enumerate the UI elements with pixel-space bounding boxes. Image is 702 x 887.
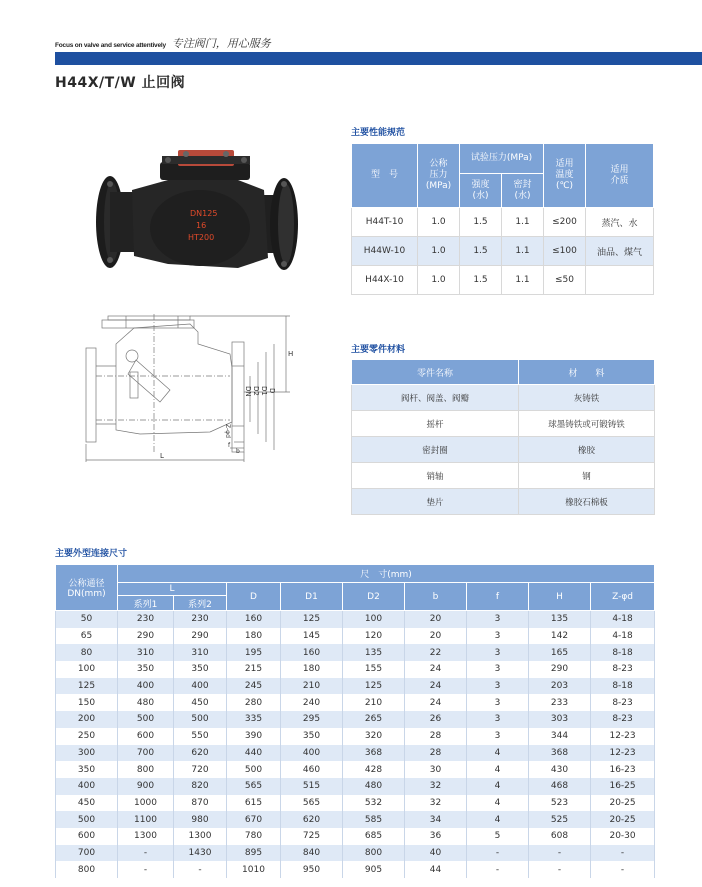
table-cell: 350 [281, 728, 343, 745]
table-cell: 160 [281, 644, 343, 661]
dims-row [56, 861, 655, 878]
table-cell: 585 [343, 811, 405, 828]
table-cell: 22 [405, 644, 467, 661]
table-cell: 290 [118, 628, 174, 645]
spec-header-strength-l2: (水) [472, 190, 489, 201]
table-cell: 球墨铸铁或可锻铸铁 [519, 411, 655, 437]
table-cell: H44T-10 [352, 208, 418, 237]
table-cell: 26 [405, 711, 467, 728]
table-cell: 摇杆 [352, 411, 519, 437]
table-cell: 700 [118, 745, 174, 762]
table-cell: - [529, 861, 591, 878]
table-cell: 390 [227, 728, 281, 745]
parts-row [352, 411, 655, 437]
table-cell: 24 [405, 694, 467, 711]
parts-header-name: 零件名称 [352, 360, 519, 385]
table-cell: 155 [343, 661, 405, 678]
table-cell: 344 [529, 728, 591, 745]
table-cell: 500 [174, 711, 227, 728]
table-cell: 350 [56, 761, 118, 778]
table-cell: 368 [343, 745, 405, 762]
table-cell: 950 [281, 861, 343, 878]
table-cell: 3 [467, 728, 529, 745]
table-cell: 32 [405, 778, 467, 795]
dims-row [56, 828, 655, 845]
dims-row [56, 644, 655, 661]
table-cell: - [118, 861, 174, 878]
dim-label-dn: DN [244, 386, 252, 397]
dims-row [56, 795, 655, 812]
table-cell: 450 [56, 795, 118, 812]
table-cell: 28 [405, 745, 467, 762]
dim-label-z: Z-φd [224, 424, 231, 438]
table-cell: 4 [467, 811, 529, 828]
valve-marking-dn: DN125 [190, 209, 218, 218]
table-cell: 36 [405, 828, 467, 845]
table-cell: ≤50 [544, 266, 586, 295]
table-cell: 160 [227, 611, 281, 628]
table-cell: 500 [56, 811, 118, 828]
table-cell: 80 [56, 644, 118, 661]
spec-table-body [352, 208, 654, 295]
table-cell: 142 [529, 628, 591, 645]
table-cell: 428 [343, 761, 405, 778]
spec-header-nominal-l1: 公称 [429, 159, 448, 169]
table-cell: 210 [281, 678, 343, 695]
table-cell: 44 [405, 861, 467, 878]
table-cell: 1300 [118, 828, 174, 845]
table-cell: 1300 [174, 828, 227, 845]
table-cell: 30 [405, 761, 467, 778]
table-cell: 600 [56, 828, 118, 845]
table-cell: 720 [174, 761, 227, 778]
table-cell: 20-25 [591, 795, 655, 812]
table-cell: 800 [118, 761, 174, 778]
table-cell: 608 [529, 828, 591, 845]
table-cell: 800 [343, 845, 405, 862]
table-cell: 100 [56, 661, 118, 678]
spec-header-seal [502, 174, 544, 208]
spec-header-seal-l2: (水) [514, 190, 531, 201]
table-cell: 24 [405, 678, 467, 695]
table-cell: 100 [343, 611, 405, 628]
table-cell: 垫片 [352, 489, 519, 515]
table-cell: 400 [281, 745, 343, 762]
table-cell: 3 [467, 611, 529, 628]
table-cell: - [118, 845, 174, 862]
valve-section-drawing [80, 314, 302, 464]
spec-header-strength-l1: 强度 [471, 179, 490, 190]
table-cell: 500 [227, 761, 281, 778]
table-cell: 468 [529, 778, 591, 795]
table-cell: 1.5 [460, 208, 502, 237]
table-cell: 800 [56, 861, 118, 878]
valve-marking-material: HT200 [188, 233, 215, 242]
table-cell: 1.1 [502, 266, 544, 295]
table-cell: 4 [467, 761, 529, 778]
spec-row [352, 266, 654, 295]
table-cell: 50 [56, 611, 118, 628]
spec-header-medium-l1: 适用 [610, 164, 629, 175]
table-cell: 3 [467, 694, 529, 711]
dims-heading: 主要外型连接尺寸 [55, 549, 128, 559]
table-cell: 橡胶石棉板 [519, 489, 655, 515]
table-cell: - [529, 845, 591, 862]
table-cell: 1.5 [460, 266, 502, 295]
dim-label-d1: D1 [260, 386, 268, 396]
table-cell: 3 [467, 678, 529, 695]
table-cell: 320 [343, 728, 405, 745]
table-cell: 245 [227, 678, 281, 695]
table-cell: 480 [118, 694, 174, 711]
table-cell: - [467, 845, 529, 862]
dims-table-body [56, 611, 655, 879]
dim-label-d2: D2 [252, 386, 260, 396]
table-cell: 灰铸铁 [519, 385, 655, 411]
table-cell: 350 [174, 661, 227, 678]
table-cell: 670 [227, 811, 281, 828]
parts-table [351, 359, 655, 515]
table-cell: 4 [467, 795, 529, 812]
table-cell: 685 [343, 828, 405, 845]
table-cell: 550 [174, 728, 227, 745]
table-cell: 700 [56, 845, 118, 862]
table-cell: 28 [405, 728, 467, 745]
table-cell: 125 [56, 678, 118, 695]
dim-label-h: H [288, 350, 294, 358]
dims-header-z: Z-φd [591, 583, 655, 611]
table-cell: - [591, 845, 655, 862]
table-cell: 870 [174, 795, 227, 812]
parts-row [352, 489, 655, 515]
table-cell: H44X-10 [352, 266, 418, 295]
table-cell: 120 [343, 628, 405, 645]
table-cell: 620 [174, 745, 227, 762]
parts-row [352, 463, 655, 489]
dims-row [56, 778, 655, 795]
dims-row [56, 728, 655, 745]
dims-row [56, 811, 655, 828]
tagline-english: Focus on valve and service attentively [55, 42, 166, 49]
spec-heading: 主要性能规范 [351, 128, 406, 138]
table-cell: 3 [467, 711, 529, 728]
table-cell: 32 [405, 795, 467, 812]
table-cell: 295 [281, 711, 343, 728]
table-cell: 1.5 [460, 237, 502, 266]
table-cell: 4-18 [591, 611, 655, 628]
table-cell: 1000 [118, 795, 174, 812]
table-cell: 135 [529, 611, 591, 628]
table-cell: 40 [405, 845, 467, 862]
parts-row [352, 385, 655, 411]
table-cell: 阀杆、阀盖、阀瓣 [352, 385, 519, 411]
table-cell: 233 [529, 694, 591, 711]
table-cell: 1010 [227, 861, 281, 878]
table-cell: 蒸汽、水 [586, 208, 654, 237]
table-cell: 400 [174, 678, 227, 695]
table-cell: 303 [529, 711, 591, 728]
dims-header-d1: D1 [281, 583, 343, 611]
spec-header-seal-l1: 密封 [513, 179, 532, 190]
table-cell: 460 [281, 761, 343, 778]
table-cell: 150 [56, 694, 118, 711]
table-cell: 200 [56, 711, 118, 728]
table-cell: 615 [227, 795, 281, 812]
dim-label-d: D [268, 388, 276, 394]
table-cell: 210 [343, 694, 405, 711]
table-cell: 135 [343, 644, 405, 661]
table-cell: 500 [118, 711, 174, 728]
table-cell: 34 [405, 811, 467, 828]
table-cell: ≤100 [544, 237, 586, 266]
table-cell: 725 [281, 828, 343, 845]
table-cell: 12-23 [591, 728, 655, 745]
table-cell: 125 [343, 678, 405, 695]
table-cell: 1.1 [502, 208, 544, 237]
tagline [55, 35, 271, 51]
spec-header-medium-l2: 介质 [610, 175, 629, 186]
parts-row [352, 437, 655, 463]
spec-header-nominal-l2: 压力 [429, 170, 448, 180]
dims-header-d: D [227, 583, 281, 611]
dim-label-b: b [236, 448, 240, 455]
table-cell: 油品、煤气 [586, 237, 654, 266]
table-cell: 165 [529, 644, 591, 661]
table-cell: 145 [281, 628, 343, 645]
dims-row [56, 611, 655, 628]
table-cell: 20-30 [591, 828, 655, 845]
dim-label-l: L [160, 452, 164, 460]
table-cell: 900 [118, 778, 174, 795]
valve-photo-graphic [88, 140, 310, 298]
dims-header-dn-l2: DN(mm) [67, 589, 106, 599]
table-cell: 5 [467, 828, 529, 845]
table-cell: 3 [467, 661, 529, 678]
spec-header-temp [544, 144, 586, 208]
table-cell: 20 [405, 628, 467, 645]
table-cell: H44W-10 [352, 237, 418, 266]
table-cell: 180 [227, 628, 281, 645]
table-cell: 240 [281, 694, 343, 711]
table-cell: 1.0 [418, 237, 460, 266]
dims-header-dn-l1: 公称通径 [68, 579, 105, 589]
table-cell: 430 [529, 761, 591, 778]
dims-header-d2: D2 [343, 583, 405, 611]
table-cell: 980 [174, 811, 227, 828]
table-cell: 620 [281, 811, 343, 828]
table-cell: 8-23 [591, 694, 655, 711]
table-cell: 1430 [174, 845, 227, 862]
table-cell: 20 [405, 611, 467, 628]
table-cell: 12-23 [591, 745, 655, 762]
table-cell: 180 [281, 661, 343, 678]
table-cell: 65 [56, 628, 118, 645]
table-cell: 8-18 [591, 644, 655, 661]
table-cell: 1.1 [502, 237, 544, 266]
page-title: H44X/T/W 止回阀 [55, 75, 186, 91]
table-cell: 480 [343, 778, 405, 795]
dims-row [56, 761, 655, 778]
table-cell: 600 [118, 728, 174, 745]
table-cell: 4 [467, 745, 529, 762]
dims-header-h: H [529, 583, 591, 611]
spec-header-strength [460, 174, 502, 208]
table-cell: 3 [467, 628, 529, 645]
dims-header-dn [56, 565, 118, 611]
table-cell: 523 [529, 795, 591, 812]
header-bar [55, 52, 702, 65]
table-cell: 195 [227, 644, 281, 661]
dims-row [56, 678, 655, 695]
table-cell: 8-23 [591, 711, 655, 728]
table-cell: 310 [118, 644, 174, 661]
parts-heading: 主要零件材料 [351, 345, 406, 355]
table-cell: 310 [174, 644, 227, 661]
table-cell: 335 [227, 711, 281, 728]
dims-table [55, 564, 655, 878]
dims-header-f: f [467, 583, 529, 611]
spec-header-model: 型 号 [352, 144, 418, 208]
table-cell: 8-23 [591, 661, 655, 678]
table-cell: 565 [227, 778, 281, 795]
table-cell: 565 [281, 795, 343, 812]
table-cell: 1.0 [418, 266, 460, 295]
table-cell: 300 [56, 745, 118, 762]
table-cell: 4 [467, 778, 529, 795]
table-cell: 203 [529, 678, 591, 695]
table-cell: 16-23 [591, 761, 655, 778]
tagline-chinese: 专注阀门，用心服务 [171, 37, 271, 50]
dims-row [56, 661, 655, 678]
table-cell: 895 [227, 845, 281, 862]
spec-row [352, 237, 654, 266]
table-cell: 16-25 [591, 778, 655, 795]
dims-row [56, 711, 655, 728]
table-cell: 230 [118, 611, 174, 628]
table-cell: 525 [529, 811, 591, 828]
table-cell: 20-25 [591, 811, 655, 828]
dim-label-f: f [228, 442, 231, 449]
table-cell: 125 [281, 611, 343, 628]
table-cell: 密封圈 [352, 437, 519, 463]
table-cell: 265 [343, 711, 405, 728]
spec-header-nominal-l3: (MPa) [425, 181, 452, 191]
parts-header-material: 材 料 [519, 360, 655, 385]
spec-header-temp-l2: 温度 [555, 170, 574, 180]
table-cell: 销轴 [352, 463, 519, 489]
table-cell: 290 [529, 661, 591, 678]
table-cell: 905 [343, 861, 405, 878]
dims-row [56, 694, 655, 711]
spec-header-nominal [418, 144, 460, 208]
parts-table-body [352, 385, 655, 515]
dims-header-series2: 系列2 [174, 596, 227, 611]
table-cell: 290 [174, 628, 227, 645]
spec-header-medium [586, 144, 654, 208]
table-cell: 280 [227, 694, 281, 711]
table-cell: - [591, 861, 655, 878]
table-cell: 780 [227, 828, 281, 845]
table-cell: - [467, 861, 529, 878]
table-cell: 4-18 [591, 628, 655, 645]
table-cell: 368 [529, 745, 591, 762]
table-cell: 钢 [519, 463, 655, 489]
table-cell: ≤200 [544, 208, 586, 237]
dims-header-l: L [118, 583, 227, 596]
spec-table [351, 143, 654, 295]
table-cell: 820 [174, 778, 227, 795]
table-cell: 440 [227, 745, 281, 762]
table-cell: 350 [118, 661, 174, 678]
table-cell: 3 [467, 644, 529, 661]
spec-row [352, 208, 654, 237]
table-cell: 1.0 [418, 208, 460, 237]
dims-header-b: b [405, 583, 467, 611]
table-cell: 532 [343, 795, 405, 812]
table-cell: 515 [281, 778, 343, 795]
table-cell: 8-18 [591, 678, 655, 695]
table-cell: - [174, 861, 227, 878]
table-cell: 840 [281, 845, 343, 862]
spec-header-temp-l3: (℃) [555, 181, 574, 191]
table-cell: 450 [174, 694, 227, 711]
table-cell: 1100 [118, 811, 174, 828]
table-cell: 400 [56, 778, 118, 795]
valve-marking-pn: 16 [196, 221, 207, 230]
table-cell: 215 [227, 661, 281, 678]
dims-row [56, 745, 655, 762]
dims-row [56, 628, 655, 645]
table-cell: 250 [56, 728, 118, 745]
table-cell: 400 [118, 678, 174, 695]
dims-row [56, 845, 655, 862]
dims-header-series1: 系列1 [118, 596, 174, 611]
table-cell [586, 266, 654, 295]
spec-header-test: 试验压力(MPa) [460, 144, 544, 174]
table-cell: 橡胶 [519, 437, 655, 463]
valve-photo [88, 140, 310, 298]
table-cell: 24 [405, 661, 467, 678]
spec-header-temp-l1: 适用 [555, 159, 574, 169]
dims-header-size: 尺 寸(mm) [118, 565, 655, 583]
table-cell: 230 [174, 611, 227, 628]
